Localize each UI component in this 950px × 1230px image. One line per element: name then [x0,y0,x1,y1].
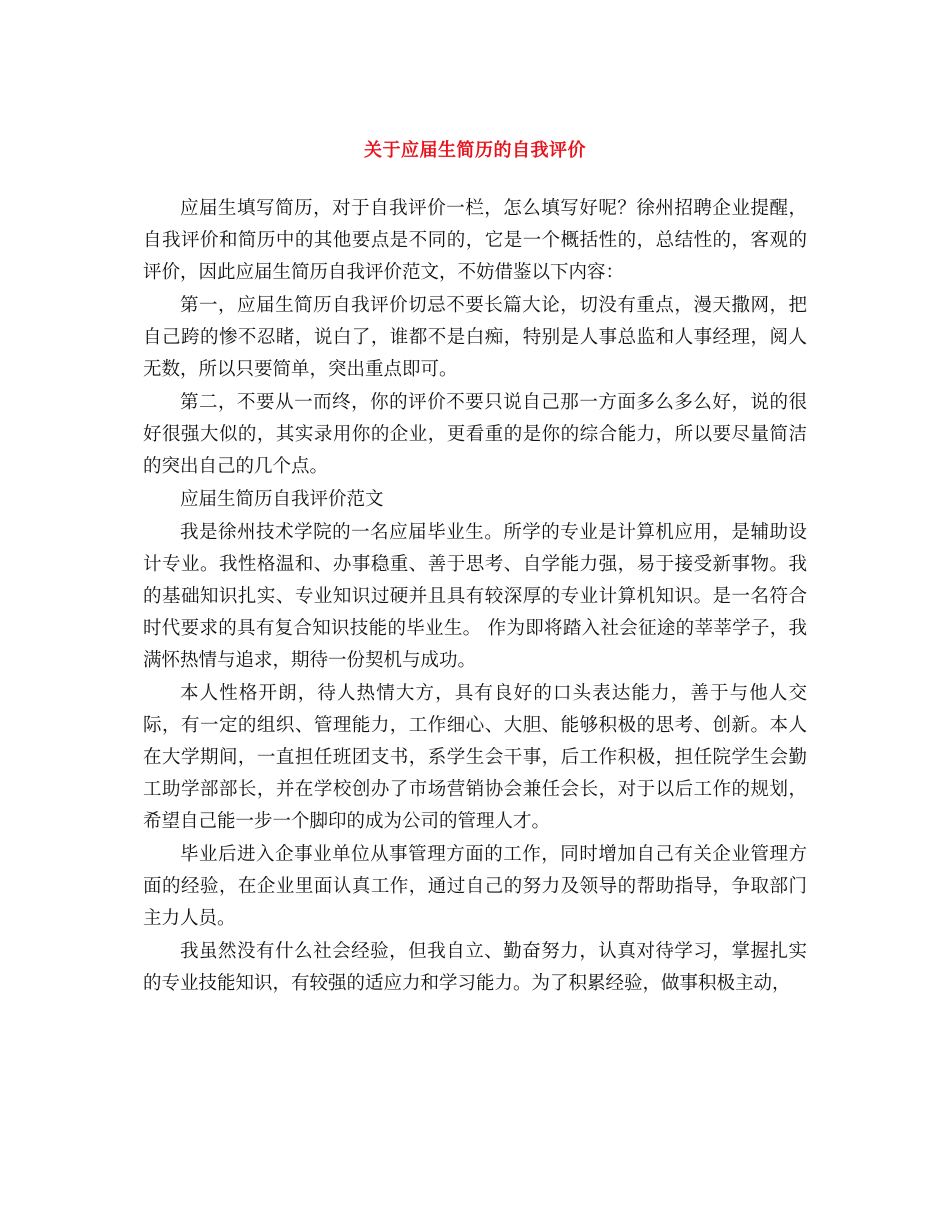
paragraph-point-one: 第一，应届生简历自我评价切忌不要长篇大论，切没有重点，漫天撒网，把自己跨的惨不忍睹，说白了，谁都不是白痴，特别是人事总监和人事经理，阅人无数，所以只要简单，突出重点即可。 [143,295,807,380]
paragraph-intro: 应届生填写简历，对于自我评价一栏，怎么填写好呢？徐州招聘企业提醒，自我评价和简历中的其他要点是不同的，它是一个概括性的，总结性的，客观的评价，因此应届生简历自我评价范文，不妨借鉴以下内容： [143,198,807,283]
document-body [143,193,807,1001]
paragraph-sample-two: 本人性格开朗，待人热情大方，具有良好的口头表达能力，善于与他人交际，有一定的组织、管理能力，工作细心、大胆、能够积极的思考、创新。本人在大学期间，一直担任班团支书，系学生会干事，后工作积极，担任院学生会勤工助学部部长，并在学校创办了市场营销协会兼任会长，对于以后工作的规划，希望自己能一步一个脚印的成为公司的管理人才。 [143,683,807,832]
document-title: 关于应届生简历的自我评价 [364,140,586,161]
paragraph-sample-four: 我虽然没有什么社会经验，但我自立、勤奋努力，认真对待学习，掌握扎实的专业技能知识，有较强的适应力和学习能力。为了积累经验，做事积极主动， [143,941,807,994]
paragraph-point-two: 第二，不要从一而终，你的评价不要只说自己那一方面多么多么好，说的很好很强大似的，其实录用你的企业，更看重的是你的综合能力，所以要尽量简洁的突出自己的几个点。 [143,392,807,477]
section-heading: 应届生简历自我评价范文 [180,489,384,510]
paragraph-sample-one: 我是徐州技术学院的一名应届毕业生。所学的专业是计算机应用，是辅助设计专业。我性格温和、办事稳重、善于思考、自学能力强，易于接受新事物。我的基础知识扎实、专业知识过硬并且具有较深厚的专业计算机知识。是一名符合时代要求的具有复合知识技能的毕业生。 作为即将踏入社会征途的莘莘学子，我满怀热情与追求，期待一份契机与成功。 [143,522,807,671]
paragraph-sample-three: 毕业后进入企事业单位从事管理方面的工作，同时增加自己有关企业管理方面的经验，在企业里面认真工作，通过自己的努力及领导的帮助指导，争取部门主力人员。 [143,844,807,929]
